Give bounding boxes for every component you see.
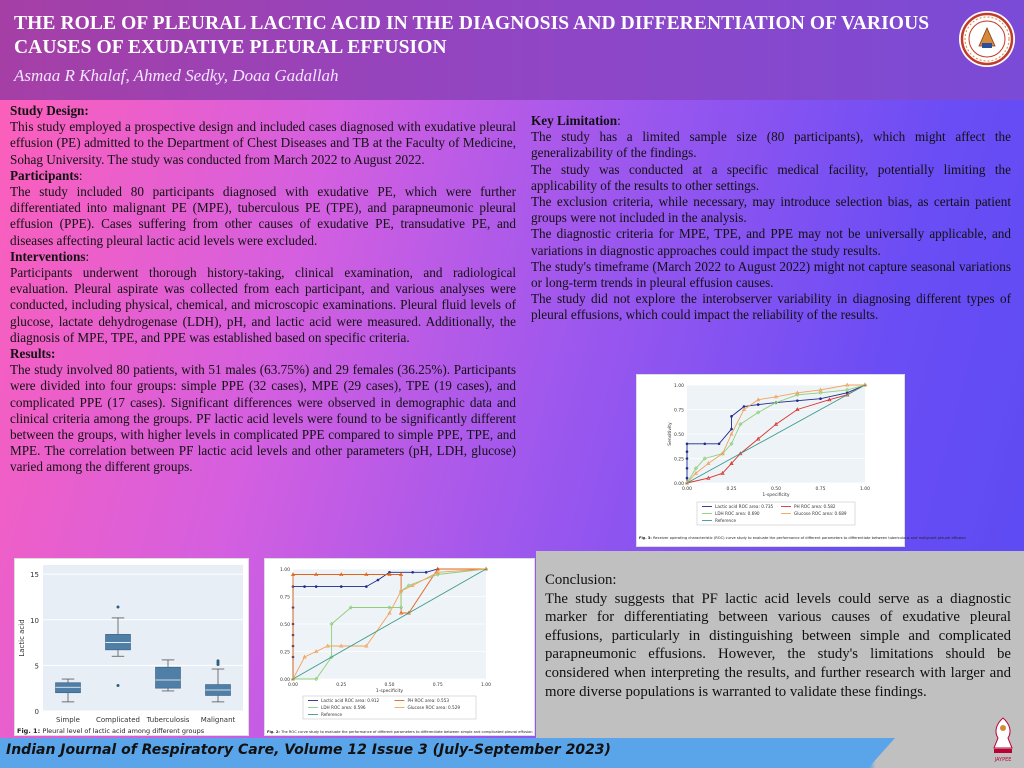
x-tick-label: 0.00: [287, 683, 299, 688]
participants-heading: Participants: [10, 167, 79, 183]
interventions-body: Participants underwent thorough history-taking, clinical examination, and radiological evaluation. Pleural aspirate was collected from each participant, and various analyses were conducted, including physical, chemical, and microscopic examinations. Pleural fluid levels of glucose, lactate dehydrogenase (LDH), pH, and lactic acid were measured. Additionally, the diagnosis of MPE, TPE, and PPE was established based on specific criteria.: [10, 265, 516, 345]
conclusion-text: [545, 571, 1011, 701]
roc-point: [718, 443, 721, 446]
roc-point: [377, 579, 380, 582]
participants-body: The study included 80 participants diagnosed with exudative PE, which were further differentiated into malignant PE (MPE), tuberculous PE (TPE), and parapneumonic pleural effusion (PPE). Cases suffering from other causes of exudative PE, transudative PE, and diseases affecting pleural lactic acid levels were excluded.: [10, 184, 516, 248]
conclusion-heading-row: [545, 572, 617, 588]
left-column: [10, 103, 516, 476]
study-design-heading: Study Design:: [10, 103, 89, 118]
publisher-name: JAYPEE: [994, 757, 1012, 763]
figure-3-roc: [636, 374, 966, 547]
y-axis-label: Lactic acid: [18, 619, 26, 657]
limitation-item: The study's timeframe (March 2022 to August 2022) might not capture seasonal variations or long-term trends in pleural effusion causes.: [531, 258, 1011, 291]
authors-line: Asmaa R Khalaf, Ahmed Sedky, Doaa Gadallah: [14, 66, 339, 85]
roc-chart-tuberculous-vs-malignant: [637, 375, 966, 548]
roc-point: [315, 585, 318, 588]
roc-point: [730, 428, 733, 431]
limitation-item: The study has a limited sample size (80 participants), which might affect the generalizability of the findings.: [531, 129, 1011, 161]
x-tick-label: 0.00: [681, 487, 693, 492]
interventions-colon: :: [85, 248, 90, 264]
limitation-item: The study did not explore the interobserver variability in diagnosing different types of pleural effusions, which could impact the reliability of the results.: [531, 291, 1011, 323]
roc-point: [411, 571, 414, 574]
results-heading: Results:: [10, 346, 56, 362]
x-tick-label: Simple: [56, 716, 80, 724]
roc-point: [757, 403, 760, 406]
legend-label: LDH ROC area: 0.596: [321, 705, 366, 710]
caption-text: Pleural level of lactic acid among different groups: [42, 727, 205, 735]
x-tick-label: Tuberculosis: [146, 716, 190, 724]
roc-point: [686, 477, 689, 480]
outlier-point: [117, 605, 120, 608]
caption-text: The ROC curve study to evaluate the performance of different parameters to differentiate between simple and complicated pleural effusion: [281, 730, 533, 734]
roc-point: [686, 450, 689, 453]
figure-caption: [639, 536, 966, 540]
conclusion-heading: Conclusion: [545, 572, 613, 588]
y-tick-label: 0.75: [279, 595, 290, 601]
x-tick-label: Complicated: [96, 716, 140, 724]
legend-label: PH ROC area: 0.582: [794, 504, 836, 509]
x-tick-label: 1.00: [859, 487, 871, 492]
caption-prefix: Fig. 2:: [267, 730, 282, 734]
legend-label: Lactic acid ROC area: 0.912: [321, 698, 380, 703]
x-tick-label: 0.50: [384, 683, 395, 688]
y-tick-label: 5: [34, 662, 39, 671]
interventions-heading-row: [10, 249, 516, 265]
legend-label: LDH ROC area: 0.690: [715, 511, 760, 516]
outlier-point: [217, 659, 220, 662]
results-body: The study involved 80 patients, with 51 males (63.75%) and 29 females (36.25%). Participants were divided into four groups: simple PPE (32 cases), MPE (29 cases), TPE (19 cases), and complicated PPE (17 cases). Significant differences were observed in demographic data and clinical criteria among the groups. PF lactic acid levels were found to be significantly different between the groups, with higher levels in complicated PPE compared to simple PPE, TPE, and MPE. The correlation between PF lactic acid levels and other parameters (pH, LDH, glucose) varied among the different groups.: [10, 362, 516, 475]
poster-title: THE ROLE OF PLEURAL LACTIC ACID IN THE DIAGNOSIS AND DIFFERENTIATION OF VARIOUS CAUSES OF EXUDATIVE PLEURAL EFFUSION: [14, 13, 930, 58]
x-axis-label: 1-specificity: [375, 689, 404, 694]
caption-prefix: Fig. 1:: [17, 727, 43, 735]
box: [56, 683, 81, 693]
roc-point: [686, 457, 689, 460]
roc-point: [819, 397, 822, 400]
interventions-heading: Interventions: [10, 248, 86, 264]
legend-label: Lactic acid ROC area: 0.735: [715, 504, 774, 509]
y-tick-label: 0.50: [279, 623, 290, 628]
roc-point: [704, 443, 707, 446]
limitations-heading-row: [531, 113, 1011, 129]
caption-prefix: Fig. 3:: [639, 536, 654, 540]
x-tick-label: 0.75: [432, 683, 443, 688]
figure-caption: [267, 730, 533, 734]
box: [156, 667, 181, 688]
legend-label: Glucose ROC area: 0.689: [794, 511, 847, 516]
roc-point: [303, 585, 306, 588]
university-seal-icon: [958, 10, 1016, 68]
journal-citation: Indian Journal of Respiratory Care, Volume 12 Issue 3 (July-September 2023): [6, 742, 611, 758]
roc-chart-simple-vs-complicated: [265, 559, 536, 737]
participants-heading-row: [10, 168, 516, 184]
roc-point: [686, 443, 689, 446]
legend-label: PH ROC area: 0.553: [407, 698, 450, 703]
y-tick-label: 15: [30, 571, 39, 580]
y-tick-label: 0.00: [279, 678, 290, 683]
study-design-body: This study employed a prospective design and included cases diagnosed with exudative pleural effusion (PE) admitted to the Department of Chest Diseases and TB at the Faculty of Medicine, Sohag University. The study was conducted from March 2022 to August 2022.: [10, 119, 516, 167]
roc-point: [340, 585, 343, 588]
limitations-heading: Key Limitation: [531, 113, 618, 128]
participants-colon: :: [78, 167, 83, 183]
x-axis-label: 1-specificity: [762, 493, 790, 498]
y-tick-label: 0.25: [673, 457, 684, 463]
conclusion-panel: [536, 551, 1024, 738]
y-tick-label: 0.00: [673, 482, 684, 487]
roc-point: [425, 571, 428, 574]
x-tick-label: Malignant: [200, 716, 236, 724]
x-tick-label: 0.25: [726, 487, 737, 492]
y-axis-label: Sensitivity: [668, 422, 673, 446]
roc-point: [365, 585, 368, 588]
x-tick-label: 1.00: [480, 683, 492, 688]
box: [106, 634, 131, 650]
figure-1-caption: [17, 727, 205, 735]
x-tick-label: 0.50: [770, 487, 782, 492]
figure-2-roc: [264, 558, 535, 736]
legend-label: Reference: [715, 518, 737, 523]
y-tick-label: 10: [30, 616, 39, 625]
y-tick-label: 0.50: [673, 433, 684, 438]
x-tick-label: 0.25: [336, 683, 347, 688]
conclusion-body: The study suggests that PF lactic acid levels could serve as a diagnostic marker for differentiating between various causes of exudative pleural effusions, particularly in distinguishing between simple and complicated parapneumonic effusions. However, the study's limitations should be considered when interpreting the results, and further research with larger and more diverse populations is warranted to validate these findings.: [545, 590, 1011, 700]
right-column: [531, 113, 1011, 324]
outlier-point: [117, 684, 120, 687]
y-tick-label: 0.25: [279, 650, 290, 656]
caption-text: Receiver operating characteristic (ROC) curve study to evaluate the performance of different parameters to differentiate between tuberculous and malignant pleural effusion: [653, 536, 966, 540]
legend-label: Glucose ROC area: 0.529: [407, 705, 461, 710]
boxplot-chart: [15, 559, 250, 737]
roc-point: [730, 415, 733, 418]
roc-point: [796, 399, 799, 402]
figure-1-boxplot: [14, 558, 249, 736]
legend-label: Reference: [321, 712, 343, 717]
x-tick-label: 0.75: [815, 487, 826, 492]
y-tick-label: 1.00: [279, 568, 290, 573]
roc-point: [686, 467, 689, 470]
y-tick-label: 0: [34, 708, 39, 716]
y-tick-label: 1.00: [673, 384, 684, 389]
limitation-item: The study was conducted at a specific medical facility, potentially limiting the applicability of the results to other settings.: [531, 161, 1011, 193]
conclusion-colon: :: [612, 572, 617, 588]
y-tick-label: 0.75: [673, 408, 684, 414]
limitation-item: The diagnostic criteria for MPE, TPE, and PPE may not be universally applicable, and variations in diagnostic approaches could impact the study results.: [531, 226, 1011, 258]
limitation-item: The exclusion criteria, while necessary, may introduce selection bias, as certain patient groups were not included in the analysis.: [531, 194, 1011, 226]
limitations-colon: :: [617, 113, 621, 128]
